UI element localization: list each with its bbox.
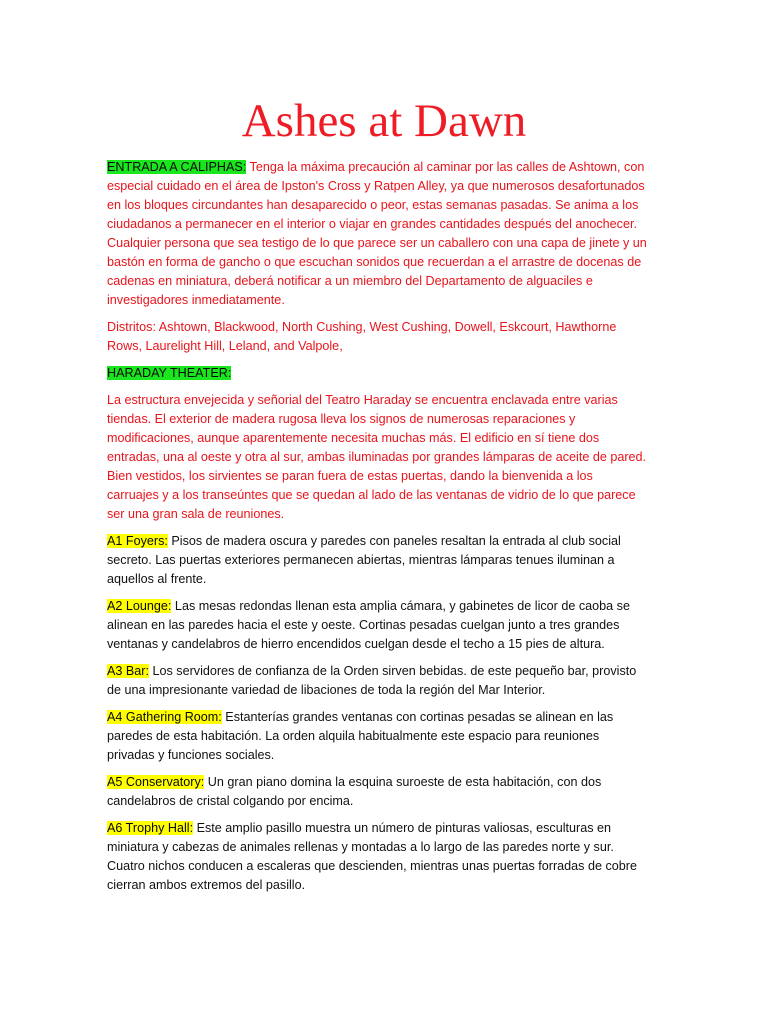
room-a5-text: Un gran piano domina la esquina suroeste de esta habitación, con dos candelabros de cristal colgando por encima.: [107, 775, 602, 808]
document-body: [107, 158, 647, 903]
room-a4: [107, 708, 647, 765]
room-a5-label: A5 Conservatory:: [107, 775, 205, 789]
room-a5: [107, 773, 647, 811]
theater-paragraph: La estructura envejecida y señorial del Teatro Haraday se encuentra enclavada entre varias tiendas. El exterior de madera rugosa lleva los signos de numerosas reparaciones y modificaciones, aunque aparentemente necesita muchas más. El edificio en sí tiene dos entradas, una al oeste y otra al sur, ambas iluminadas por grandes lámparas de aceite de pared. Bien vestidos, los sirvientes se paran fuera de estas puertas, dando la bienvenida a los carruajes y a los transeúntes que se quedan al lado de las ventanas de vidrio de lo que parece ser una gran sala de reuniones.: [107, 393, 647, 521]
room-a3-text: Los servidores de confianza de la Orden sirven bebidas. de este pequeño bar, provisto de una impresionante variedad de libaciones de toda la región del Mar Interior.: [107, 664, 637, 697]
districts-paragraph: Distritos: Ashtown, Blackwood, North Cushing, West Cushing, Dowell, Eskcourt, Hawthorne Rows, Laurelight Hill, Leland, and Valpole,: [107, 320, 617, 353]
room-a2: [107, 597, 647, 654]
room-a2-label: A2 Lounge:: [107, 599, 172, 613]
room-a3: [107, 662, 647, 700]
intro-text: Tenga la máxima precaución al caminar por las calles de Ashtown, con especial cuidado en el área de Ipston's Cross y Ratpen Alley, ya que numerosos desafortunados en los bloques circundantes han desaparecido o peor, estas semanas pasadas. Se anima a los ciudadanos a permanecer en el interior o viajar en grandes cantidades después del anochecer. Cualquier persona que sea testigo de lo que parece ser un caballero con una capa de jinete y un bastón en forma de gancho o que escuchan sonidos que recuerdan a el arrastre de docenas de cadenas en miniatura, deberá notificar a un miembro del Departamento de alguaciles e investigadores inmediatamente.: [107, 160, 647, 307]
room-a2-text: Las mesas redondas llenan esta amplia cámara, y gabinetes de licor de caoba se alinean en las paredes hacia el este y oeste. Cortinas pesadas cuelgan junto a tres grandes ventanas y candelabros de hierro encendidos cuelgan desde el techo a 15 pies de altura.: [107, 599, 630, 651]
room-a4-label: A4 Gathering Room:: [107, 710, 222, 724]
document-title: Ashes at Dawn: [241, 95, 527, 147]
room-a6: [107, 819, 647, 895]
intro-label: ENTRADA A CALIPHAS:: [107, 160, 247, 174]
theater-heading-paragraph: [107, 364, 647, 383]
theater-heading: HARADAY THEATER:: [107, 366, 232, 380]
room-a1-text: Pisos de madera oscura y paredes con paneles resaltan la entrada al club social secreto. Las puertas exteriores permanecen abiertas, mientras lámparas tenues iluminan a aquellos al frente.: [107, 534, 621, 586]
room-a1-label: A1 Foyers:: [107, 534, 168, 548]
room-a6-text: Este amplio pasillo muestra un número de pinturas valiosas, esculturas en miniatura y cabezas de animales rellenas y montadas a lo largo de las paredes norte y sur. Cuatro nichos conducen a escaleras que descienden, mientras unas puertas forradas de cobre cierran ambos extremos del pasillo.: [107, 821, 637, 892]
room-a4-text: Estanterías grandes ventanas con cortinas pesadas se alinean en las paredes de esta habitación. La orden alquila habitualmente este espacio para reuniones privadas y funciones sociales.: [107, 710, 614, 762]
room-a3-label: A3 Bar:: [107, 664, 149, 678]
room-a6-label: A6 Trophy Hall:: [107, 821, 194, 835]
intro-paragraph: [107, 158, 647, 310]
room-a1: [107, 532, 647, 589]
